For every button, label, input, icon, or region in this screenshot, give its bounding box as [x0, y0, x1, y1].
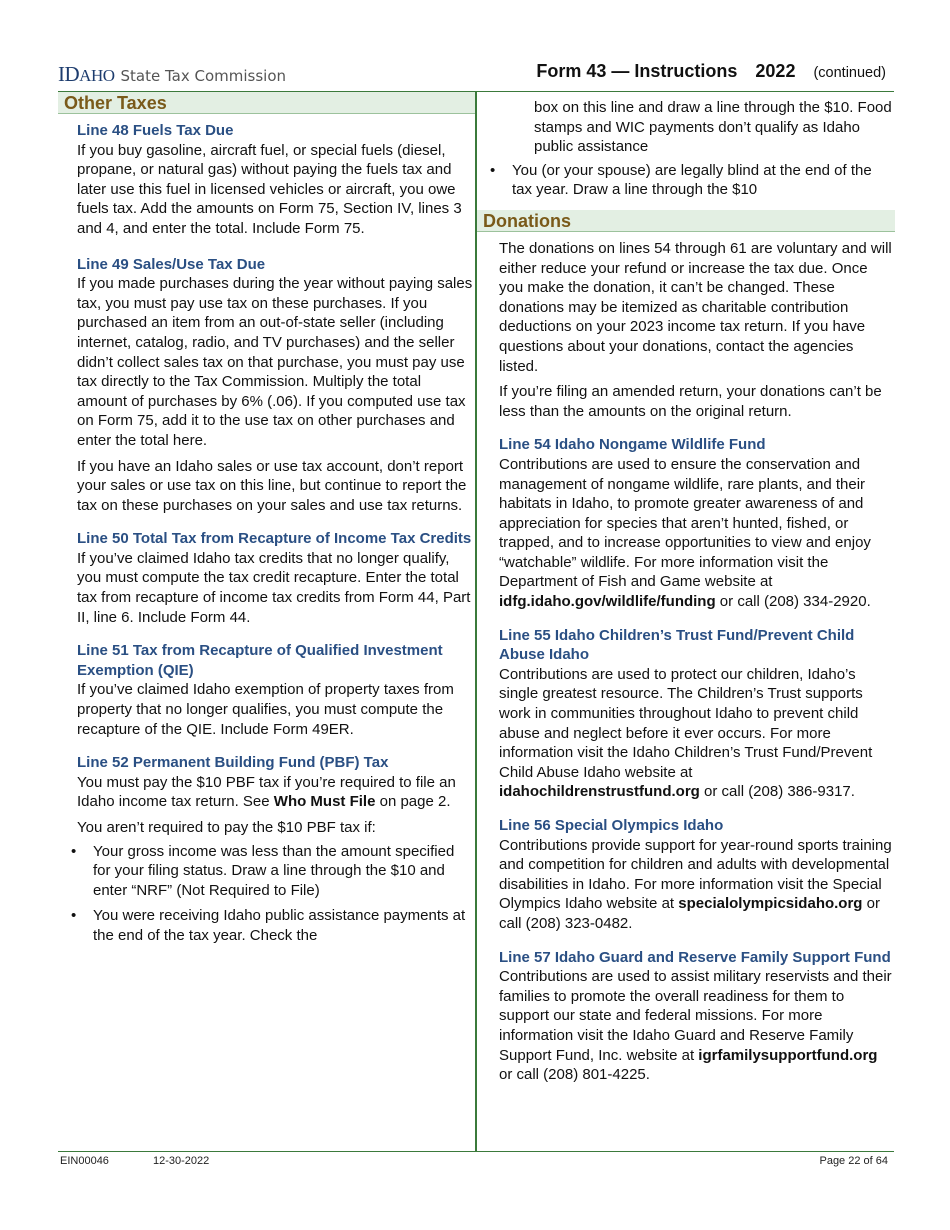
- line-52-text: [77, 773, 473, 812]
- line-57-text: [499, 967, 893, 1085]
- form-code: EIN00046: [60, 1155, 109, 1167]
- pbf-exemption-list-continued: [477, 161, 895, 200]
- list-item: [58, 842, 475, 901]
- line-56-text: [499, 836, 893, 934]
- logo-wordmark: [58, 62, 115, 87]
- continued-bullet-text: box on this line and draw a line through the $10. Food stamps and WIC payments don’t qualify as Idaho public assistance: [534, 99, 892, 156]
- section-title-other-taxes: Other Taxes: [58, 92, 475, 114]
- line-49-text: If you made purchases during the year without paying sales tax, you must pay use tax on these purchases. If you purchased an item from an out-of-state seller (including internet, catalog, radio, and TV purchases) and the seller didn’t collect sales tax on that purchase, you must pay use tax directly to the Tax Commission. Multiply the total amount of purchases by 6% (.06). If you computed use tax on Form 75, add it to the use tax on other purchases and enter the total here.: [77, 275, 473, 449]
- line-55-phone: or call (208) 386-9317.: [699, 783, 855, 801]
- revision-date: 12-30-2022: [153, 1155, 210, 1167]
- list-item-text: You (or your spouse) are legally blind at the end of the tax year. Draw a line through the $10: [512, 161, 872, 199]
- list-item: [58, 906, 475, 945]
- list-item-text: You were receiving Idaho public assistance payments at the end of the tax year. Check the: [93, 907, 466, 944]
- line-55-body: Contributions are used to protect our children, Idaho’s single greatest resource. The Children’s Trust supports work in communities throughout Idaho to prevent child abuse and neglect before it ever occurs. For more information visit the Idaho Children’s Trust Fund/Prevent Child Abuse Idaho website at: [499, 665, 873, 781]
- page-footer: [58, 1151, 894, 1171]
- form-title-block: [536, 61, 886, 82]
- line-49-text-2: If you have an Idaho sales or use tax account, don’t report your sales or use tax on this line, but continue to report the tax on these purchases on your sales and use tax returns.: [77, 457, 467, 514]
- logo-wordmark-small: AHO: [79, 66, 115, 85]
- igr-fund-link[interactable]: igrfamilysupportfund.org: [698, 1046, 878, 1064]
- line-54-text: [499, 455, 893, 612]
- line-56-heading: Line 56 Special Olympics Idaho: [499, 817, 724, 834]
- line-57-body: Contributions are used to assist military reservists and their families to promote the overall readiness for them to support our state and federal missions. For more information visit the Idaho Guard and Reserve Family Support Fund, Inc. website at: [499, 968, 892, 1064]
- line-54-phone: or call (208) 334-2920.: [715, 593, 871, 611]
- line-56-body: Contributions provide support for year-round sports training and competition for children and adults with developmental disabilities in Idaho. For more information visit the Special Olympics Idaho website at: [499, 836, 892, 913]
- line-56-phone: or call (208) 323-0482.: [499, 895, 880, 932]
- line-57-heading: Line 57 Idaho Guard and Reserve Family Support Fund: [499, 948, 891, 966]
- line-52-text-2: You aren’t required to pay the $10 PBF tax if:: [77, 819, 376, 836]
- line-54-body: Contributions are used to ensure the conservation and management of nongame wildlife, rare plants, and their habitats in Idaho, to promote greater awareness of and appreciation for species that aren’t hunted, fished, or trapped, and to increase opportunities to view and enjoy “watchable” wildlife. For more information visit the Department of Fish and Game website at: [499, 455, 871, 591]
- agency-name: State Tax Commission: [120, 67, 287, 85]
- logo-wordmark-big: ID: [58, 62, 80, 86]
- line-55-text: [499, 665, 893, 802]
- line-50-text: If you’ve claimed Idaho tax credits that no longer qualify, you must compute the tax credit recapture. Enter the total tax from recapture of income tax credits from Form 44, Part II, line 6. Include Form 44.: [77, 549, 471, 626]
- section-title-donations: Donations: [477, 210, 895, 232]
- line-52-text-b: on page 2.: [375, 793, 451, 811]
- line-51-heading: Line 51 Tax from Recapture of Qualified Investment Exemption (QIE): [77, 642, 443, 679]
- idaho-logo: [58, 62, 286, 87]
- continued-label: (continued): [813, 65, 886, 81]
- special-olympics-link[interactable]: specialolympicsidaho.org: [678, 895, 863, 913]
- donations-intro: The donations on lines 54 through 61 are voluntary and will either reduce your refund or increase the tax due. Once you make the donation, it can’t be changed. These donations may be itemized as charitable contribution deductions on your 2023 income tax return. If you have questions about your donations, contact the agencies listed.: [499, 239, 892, 375]
- line-48-text: If you buy gasoline, aircraft fuel, or special fuels (diesel, propane, or natural gas) without paying the fuels tax and later use this fuel in licensed vehicles or aircraft, you owe fuels tax. Add the amounts on Form 75, Section IV, lines 3 and 4, and enter the total. Include Form 75.: [77, 141, 462, 237]
- pbf-exemption-list: [58, 842, 475, 946]
- childrens-trust-link[interactable]: idahochildrenstrustfund.org: [499, 783, 700, 801]
- line-49-heading: Line 49 Sales/Use Tax Due: [77, 255, 266, 273]
- page-number: Page 22 of 64: [819, 1155, 888, 1167]
- bullet-icon: •: [71, 842, 77, 860]
- line-57-phone: or call (208) 801-4225.: [499, 1066, 650, 1084]
- line-55-heading: Line 55 Idaho Children’s Trust Fund/Prevent Child Abuse Idaho: [499, 626, 855, 664]
- right-column: [477, 92, 895, 1085]
- bullet-icon: •: [71, 907, 77, 925]
- form-title: Form 43 — Instructions: [536, 61, 738, 81]
- form-year: 2022: [755, 61, 796, 81]
- line-50-heading: Line 50 Total Tax from Recapture of Income Tax Credits: [77, 530, 472, 548]
- line-48-heading: Line 48 Fuels Tax Due: [77, 122, 234, 139]
- line-52-text-a: You must pay the $10 PBF tax if you’re required to file an Idaho income tax return. See: [77, 773, 456, 811]
- left-column: [58, 92, 475, 952]
- idfg-link[interactable]: idfg.idaho.gov/wildlife/funding: [499, 593, 716, 611]
- bullet-icon: •: [490, 161, 496, 179]
- line-54-heading: Line 54 Idaho Nongame Wildlife Fund: [499, 436, 766, 454]
- list-item: [477, 161, 895, 200]
- line-52-heading: Line 52 Permanent Building Fund (PBF) Tax: [77, 754, 389, 772]
- line-51-text: If you’ve claimed Idaho exemption of property taxes from property that no longer qualifies, you must compute the recapture of the QIE. Include Form 49ER.: [77, 681, 454, 738]
- page-header: [58, 60, 894, 92]
- who-must-file-ref: Who Must File: [273, 793, 376, 811]
- list-item-text: Your gross income was less than the amount specified for your filing status. Draw a line through the $10 and enter “NRF” (Not Required to File): [93, 842, 455, 899]
- donations-amended-note: If you’re filing an amended return, your donations can’t be less than the amounts on the original return.: [499, 383, 882, 420]
